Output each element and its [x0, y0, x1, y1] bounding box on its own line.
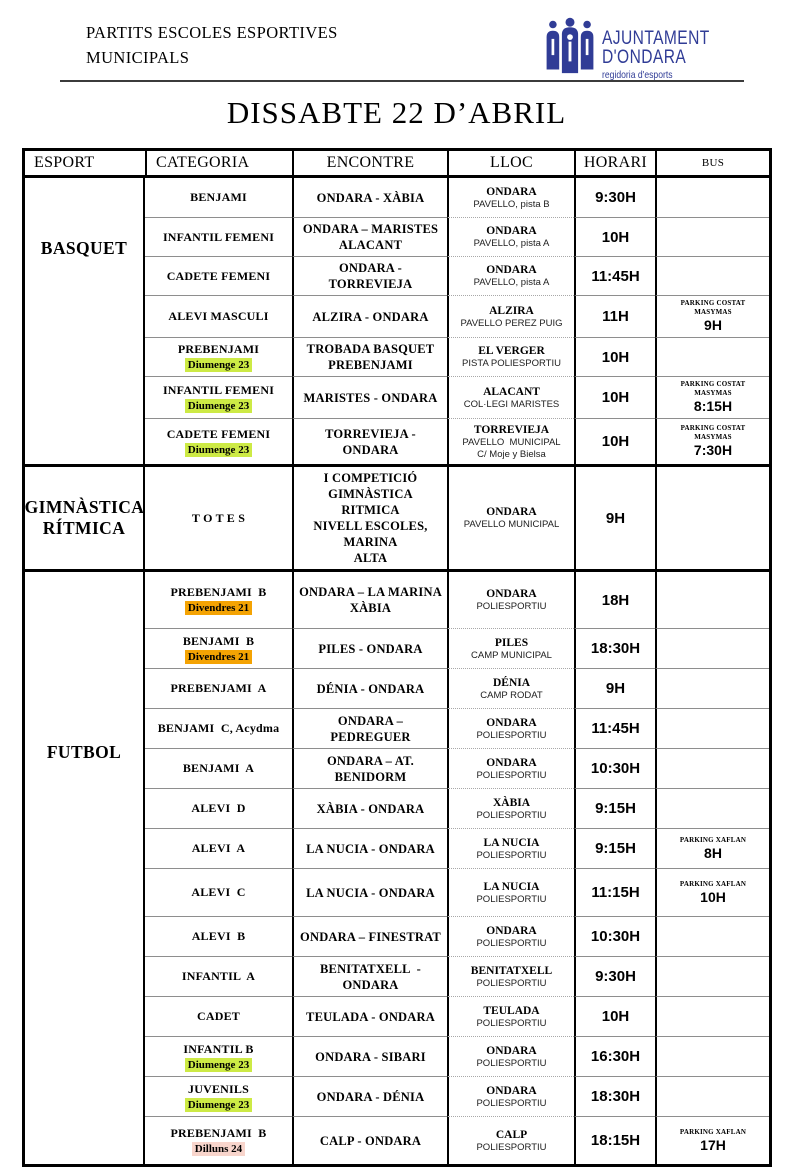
- categoria-cell: [145, 418, 292, 464]
- table-row: [145, 868, 769, 916]
- day-badge: Diumenge 23: [185, 1058, 252, 1072]
- encontre-line: ALTA: [353, 551, 388, 565]
- horari-cell: 18H: [574, 572, 655, 628]
- logo-org-line2: D'ONDARA: [602, 47, 687, 68]
- lloc-town: ALACANT: [483, 385, 540, 398]
- bus-parking-label: PARKING XAFLAN: [679, 879, 747, 888]
- bus-parking-label: PARKING COSTAT MASYMAS: [680, 299, 748, 316]
- encontre-line: MARISTES - ONDARA: [303, 390, 438, 405]
- encontre-cell: [292, 418, 447, 464]
- lloc-cell: [447, 1116, 574, 1164]
- encontre-line: TEULADA - ONDARA: [306, 1009, 435, 1024]
- table-row: [145, 1116, 769, 1164]
- horari-cell: 11H: [574, 295, 655, 337]
- encontre-line: ONDARA – PEDREGUER: [330, 713, 411, 744]
- bus-cell: [655, 1036, 769, 1076]
- column-header-bus: BUS: [655, 151, 769, 175]
- encontre-line: ONDARA – FINESTRAT: [300, 929, 441, 944]
- categoria-cell: [145, 748, 292, 788]
- lloc-town: ONDARA: [486, 506, 537, 518]
- categoria-cell: [145, 788, 292, 828]
- lloc-venue: COL·LEGI MARISTES: [463, 398, 560, 410]
- encontre-line: ONDARA - SIBARI: [315, 1049, 426, 1064]
- bus-time: 9H: [704, 317, 722, 333]
- categoria-cell: [145, 295, 292, 337]
- categoria-cell: [145, 916, 292, 956]
- header-divider: [60, 80, 744, 82]
- encontre-line: BENITATXELL - ONDARA: [320, 961, 425, 992]
- lloc-town: DÉNIA: [492, 676, 531, 689]
- encontre-line: TROBADA BASQUET: [306, 342, 435, 356]
- lloc-cell: [447, 572, 574, 628]
- day-badge: Dilluns 24: [192, 1142, 245, 1156]
- categoria-label: INFANTIL FEMENI: [162, 382, 275, 397]
- horari-cell: 10H: [574, 996, 655, 1036]
- lloc-venue: PAVELLO, pista B: [473, 198, 550, 210]
- horari-cell: 9:30H: [574, 956, 655, 996]
- table-row: [145, 1036, 769, 1076]
- categoria-label: JUVENILS: [188, 1081, 249, 1096]
- table-row: [145, 337, 769, 376]
- lloc-cell: [447, 668, 574, 708]
- lloc-town: LA NUCIA: [483, 836, 540, 849]
- column-header-horari: HORARI: [574, 151, 655, 175]
- logo-org-line1: AJUNTAMENT: [602, 28, 710, 49]
- lloc-town: ALZIRA: [489, 304, 534, 317]
- bus-cell: [655, 868, 769, 916]
- bus-cell: [655, 996, 769, 1036]
- lloc-town: EL VERGER: [478, 345, 545, 357]
- table-row: [145, 628, 769, 668]
- table-row: [145, 256, 769, 295]
- lloc-venue: POLIESPORTIU: [476, 729, 547, 741]
- section-rows: [145, 178, 769, 464]
- encontre-cell: [292, 467, 447, 569]
- bus-cell: [655, 916, 769, 956]
- categoria-cell: [145, 628, 292, 668]
- horari-cell: 9H: [574, 668, 655, 708]
- encontre-cell: [292, 178, 447, 217]
- bus-cell: [655, 956, 769, 996]
- ondara-logo: [543, 16, 733, 81]
- encontre-line: ALZIRA - ONDARA: [312, 309, 429, 324]
- bus-time: 8:15H: [693, 398, 733, 414]
- table-row: [145, 217, 769, 256]
- lloc-venue: PAVELLO, pista A: [473, 238, 550, 249]
- encontre-line: PILES - ONDARA: [318, 641, 423, 656]
- column-header-categoria: CATEGORIA: [145, 151, 292, 175]
- table-row: [145, 295, 769, 337]
- encontre-line: XÀBIA: [349, 601, 392, 615]
- categoria-label: PREBENJAMI B: [170, 1125, 267, 1140]
- encontre-cell: [292, 1076, 447, 1116]
- lloc-cell: [447, 418, 574, 464]
- lloc-cell: [447, 828, 574, 868]
- categoria-label: ALEVI D: [191, 801, 246, 815]
- categoria-label: PREBENJAMI A: [170, 681, 267, 695]
- encontre-line: CALP - ONDARA: [319, 1133, 422, 1148]
- page-title: DISSABTE 22 D’ABRIL: [226, 95, 567, 130]
- lloc-venue: POLIESPORTIU: [476, 769, 547, 781]
- ondara-logo-icon: [543, 16, 597, 78]
- table-header-row: [25, 151, 769, 178]
- categoria-cell: [145, 376, 292, 418]
- lloc-cell: [447, 1076, 574, 1116]
- encontre-cell: [292, 788, 447, 828]
- categoria-label: BENJAMI: [190, 190, 247, 204]
- bus-cell: [655, 178, 769, 217]
- horari-cell: 10H: [574, 418, 655, 464]
- encontre-line: XÀBIA - ONDARA: [316, 801, 425, 816]
- lloc-town: TORREVIEJA: [473, 423, 550, 436]
- categoria-cell: [145, 178, 292, 217]
- encontre-line: DÉNIA - ONDARA: [316, 681, 425, 696]
- lloc-venue: PAVELLO, pista A: [473, 277, 550, 288]
- table-row: [145, 748, 769, 788]
- lloc-venue: PAVELLO MUNICIPAL: [462, 436, 561, 448]
- table-row: [145, 467, 769, 569]
- logo-subtitle: regidoria d'esports: [602, 69, 673, 81]
- encontre-line: ONDARA – AT. BENIDORM: [326, 753, 418, 784]
- bus-time: 10H: [700, 888, 726, 905]
- bus-cell: [655, 376, 769, 418]
- lloc-cell: [447, 748, 574, 788]
- categoria-label: PREBENJAMI B: [170, 585, 267, 599]
- table-body: [25, 178, 769, 1164]
- categoria-label: CADET: [196, 1009, 240, 1023]
- encontre-line: ONDARA – MARISTES: [302, 222, 439, 236]
- encontre-line: LA NUCIA - ONDARA: [306, 885, 435, 900]
- lloc-cell: [447, 376, 574, 418]
- lloc-cell: [447, 217, 574, 256]
- bus-cell: [655, 572, 769, 628]
- lloc-cell: [447, 628, 574, 668]
- encontre-line: ONDARA - TORREVIEJA: [328, 261, 413, 291]
- day-badge: Divendres 21: [185, 650, 252, 664]
- table-row: [145, 828, 769, 868]
- sport-section: [25, 178, 769, 464]
- bus-cell: [655, 708, 769, 748]
- lloc-cell: [447, 178, 574, 217]
- lloc-town: XÀBIA: [492, 796, 531, 809]
- section-rows: [145, 572, 769, 1164]
- categoria-cell: [145, 1036, 292, 1076]
- categoria-label: INFANTIL B: [183, 1041, 254, 1056]
- day-badge: Divendres 21: [185, 601, 252, 615]
- horari-cell: 9:15H: [574, 828, 655, 868]
- encontre-line: ONDARA – LA MARINA: [299, 585, 442, 599]
- bus-time: 17H: [700, 1136, 726, 1153]
- encontre-line: TORREVIEJA - ONDARA: [325, 426, 420, 457]
- bus-cell: [655, 256, 769, 295]
- lloc-town: ONDARA: [486, 588, 537, 600]
- lloc-town: ONDARA: [486, 264, 537, 276]
- encontre-cell: [292, 217, 447, 256]
- lloc-venue: POLIESPORTIU: [476, 1097, 547, 1109]
- document-title-line1: PARTITS ESCOLES ESPORTIVES: [86, 23, 338, 42]
- bus-cell: [655, 788, 769, 828]
- lloc-venue: PAVELLO MUNICIPAL: [463, 519, 560, 530]
- categoria-label: ALEVI A: [191, 841, 246, 855]
- categoria-cell: [145, 868, 292, 916]
- encontre-cell: [292, 956, 447, 996]
- sport-name: GIMNÀSTICA RÍTMICA: [25, 467, 145, 569]
- encontre-line: LA NUCIA - ONDARA: [306, 841, 435, 856]
- categoria-cell: [145, 467, 292, 569]
- categoria-label: BENJAMI B: [182, 633, 255, 648]
- horari-cell: 11:15H: [574, 868, 655, 916]
- lloc-town: PILES: [494, 636, 529, 649]
- document-title-line2: MUNICIPALS: [86, 48, 190, 67]
- horari-cell: 10H: [574, 217, 655, 256]
- categoria-label: ALEVI MASCULI: [168, 309, 269, 323]
- lloc-venue: POLIESPORTIU: [476, 977, 547, 989]
- lloc-town: ONDARA: [486, 716, 537, 729]
- day-badge: Diumenge 23: [185, 399, 252, 413]
- column-header-esport: ESPORT: [34, 154, 95, 171]
- encontre-cell: [292, 376, 447, 418]
- lloc-town: ONDARA: [486, 1044, 537, 1057]
- table-row: [145, 376, 769, 418]
- horari-cell: 9:30H: [574, 178, 655, 217]
- categoria-cell: [145, 1116, 292, 1164]
- bus-cell: [655, 628, 769, 668]
- encontre-cell: [292, 748, 447, 788]
- encontre-line: ONDARA - DÉNIA: [316, 1089, 425, 1104]
- table-row: [145, 668, 769, 708]
- horari-cell: 9H: [574, 467, 655, 569]
- table-row: [145, 956, 769, 996]
- lloc-venue: POLIESPORTIU: [476, 601, 547, 612]
- lloc-cell: [447, 868, 574, 916]
- table-row: [145, 916, 769, 956]
- schedule-table: [22, 148, 772, 1167]
- lloc-cell: [447, 956, 574, 996]
- encontre-cell: [292, 295, 447, 337]
- bus-cell: [655, 295, 769, 337]
- lloc-cell: [447, 708, 574, 748]
- encontre-cell: [292, 916, 447, 956]
- categoria-label: INFANTIL FEMENI: [162, 229, 275, 244]
- horari-cell: 11:45H: [574, 256, 655, 295]
- encontre-cell: [292, 828, 447, 868]
- lloc-venue: PISTA POLIESPORTIU: [462, 358, 561, 369]
- lloc-town: ONDARA: [486, 1084, 537, 1097]
- encontre-line: PREBENJAMI: [328, 358, 413, 372]
- lloc-cell: [447, 788, 574, 828]
- horari-cell: 18:30H: [574, 628, 655, 668]
- lloc-town: ONDARA: [486, 185, 537, 198]
- lloc-town: CALP: [495, 1128, 528, 1141]
- encontre-cell: [292, 1036, 447, 1076]
- lloc-venue: POLIESPORTIU: [476, 809, 547, 821]
- horari-cell: 10:30H: [574, 748, 655, 788]
- bus-time: 8H: [704, 844, 722, 861]
- categoria-label: INFANTIL A: [181, 969, 256, 983]
- bus-cell: [655, 337, 769, 376]
- categoria-cell: [145, 256, 292, 295]
- lloc-cell: [447, 1036, 574, 1076]
- bus-cell: [655, 217, 769, 256]
- horari-cell: 11:45H: [574, 708, 655, 748]
- encontre-line: ALACANT: [338, 238, 403, 252]
- lloc-cell: [447, 996, 574, 1036]
- horari-cell: 16:30H: [574, 1036, 655, 1076]
- section-rows: [145, 467, 769, 569]
- lloc-cell: [447, 256, 574, 295]
- sport-name: BASQUET: [25, 178, 145, 464]
- lloc-cell: [447, 467, 574, 569]
- bus-cell: [655, 1076, 769, 1116]
- categoria-label: CADETE FEMENI: [166, 268, 271, 283]
- categoria-cell: [145, 828, 292, 868]
- sport-section: [25, 464, 769, 569]
- categoria-cell: [145, 668, 292, 708]
- lloc-venue: POLIESPORTIU: [476, 849, 547, 861]
- column-header-lloc: LLOC: [447, 151, 574, 175]
- lloc-venue: POLIESPORTIU: [476, 1017, 547, 1029]
- encontre-cell: [292, 337, 447, 376]
- horari-cell: 10:30H: [574, 916, 655, 956]
- table-row: [145, 788, 769, 828]
- categoria-label: ALEVI C: [191, 885, 246, 899]
- table-row: [145, 708, 769, 748]
- encontre-cell: [292, 628, 447, 668]
- lloc-town: BENITATXELL: [470, 964, 553, 977]
- categoria-label: BENJAMI A: [182, 761, 255, 775]
- horari-cell: 10H: [574, 376, 655, 418]
- lloc-town: ONDARA: [486, 225, 537, 237]
- encontre-cell: [292, 708, 447, 748]
- categoria-label: PREBENJAMI: [177, 342, 260, 356]
- lloc-venue: CAMP RODAT: [480, 689, 543, 701]
- lloc-venue: POLIESPORTIU: [476, 893, 547, 905]
- encontre-cell: [292, 256, 447, 295]
- bus-cell: [655, 418, 769, 464]
- categoria-label: T O T E S: [191, 510, 246, 525]
- lloc-town: ONDARA: [486, 924, 537, 937]
- categoria-cell: [145, 572, 292, 628]
- sport-name: FUTBOL: [25, 572, 145, 1164]
- categoria-label: CADETE FEMENI: [166, 426, 271, 441]
- encontre-cell: [292, 572, 447, 628]
- bus-cell: [655, 748, 769, 788]
- encontre-line: ONDARA - XÀBIA: [316, 190, 425, 205]
- lloc-venue: POLIESPORTIU: [476, 937, 547, 949]
- document-title: [86, 20, 338, 70]
- categoria-cell: [145, 956, 292, 996]
- table-row: [145, 996, 769, 1036]
- lloc-cell: [447, 337, 574, 376]
- categoria-cell: [145, 217, 292, 256]
- table-row: [145, 178, 769, 217]
- table-row: [145, 418, 769, 464]
- day-badge: Diumenge 23: [185, 358, 252, 372]
- table-row: [145, 1076, 769, 1116]
- bus-cell: [655, 668, 769, 708]
- horari-cell: 18:15H: [574, 1116, 655, 1164]
- table-row: [145, 572, 769, 628]
- sport-section: [25, 569, 769, 1164]
- bus-parking-label: PARKING XAFLAN: [679, 1127, 747, 1136]
- categoria-cell: [145, 1076, 292, 1116]
- bus-parking-label: PARKING XAFLAN: [679, 835, 747, 844]
- bus-cell: [655, 828, 769, 868]
- lloc-town: ONDARA: [486, 756, 537, 769]
- lloc-cell: [447, 295, 574, 337]
- bus-cell: [655, 1116, 769, 1164]
- lloc-town: TEULADA: [483, 1004, 540, 1017]
- bus-time: 7:30H: [693, 442, 733, 458]
- encontre-line: GIMNÀSTICA RITMICA: [328, 487, 417, 517]
- categoria-cell: [145, 708, 292, 748]
- encontre-cell: [292, 1116, 447, 1164]
- bus-parking-label: PARKING COSTAT MASYMAS: [680, 424, 748, 441]
- encontre-cell: [292, 868, 447, 916]
- lloc-venue: C/ Moje y Bielsa: [477, 448, 546, 460]
- lloc-venue: PAVELLO PEREZ PUIG: [460, 317, 563, 329]
- horari-cell: 9:15H: [574, 788, 655, 828]
- horari-cell: 10H: [574, 337, 655, 376]
- categoria-cell: [145, 996, 292, 1036]
- encontre-cell: [292, 996, 447, 1036]
- lloc-cell: [447, 916, 574, 956]
- column-header-encontre: ENCONTRE: [292, 151, 447, 175]
- encontre-cell: [292, 668, 447, 708]
- lloc-venue: POLIESPORTIU: [476, 1141, 547, 1153]
- categoria-cell: [145, 337, 292, 376]
- lloc-town: LA NUCIA: [483, 880, 540, 893]
- encontre-line: NIVELL ESCOLES, MARINA: [313, 519, 431, 549]
- categoria-label: ALEVI B: [191, 929, 246, 943]
- lloc-venue: CAMP MUNICIPAL: [471, 649, 552, 661]
- lloc-venue: POLIESPORTIU: [476, 1057, 547, 1069]
- day-badge: Diumenge 23: [185, 443, 252, 457]
- categoria-label: BENJAMI C, Acydma: [157, 721, 280, 735]
- day-badge: Diumenge 23: [185, 1098, 252, 1112]
- encontre-line: I COMPETICIÓ: [323, 471, 418, 485]
- bus-cell: [655, 467, 769, 569]
- bus-parking-label: PARKING COSTAT MASYMAS: [680, 380, 748, 397]
- horari-cell: 18:30H: [574, 1076, 655, 1116]
